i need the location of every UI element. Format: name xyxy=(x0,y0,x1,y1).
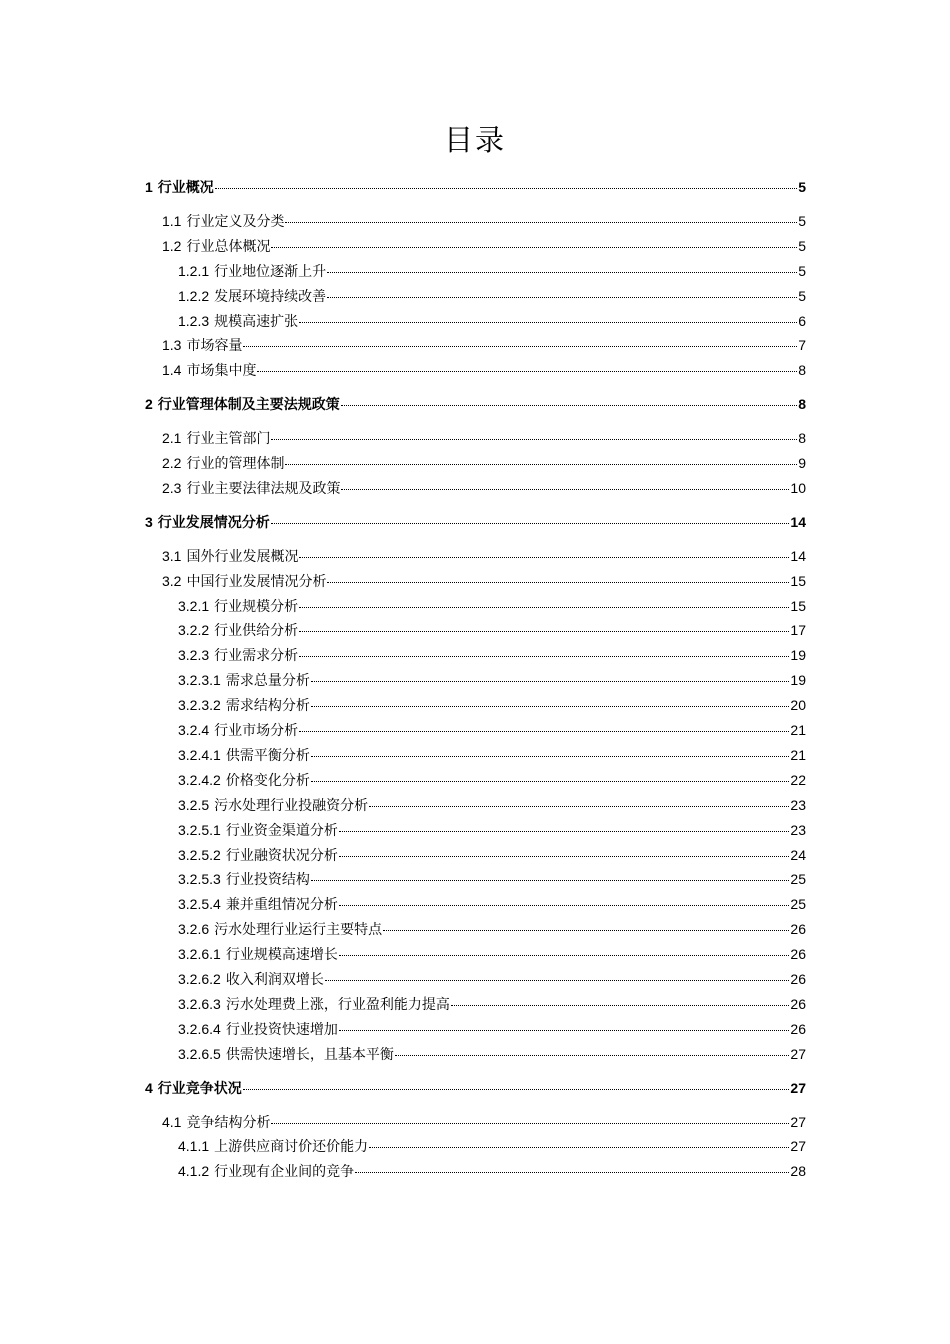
toc-entry-number: 3.2.6.5 xyxy=(178,1045,221,1062)
toc-entry-page: 15 xyxy=(790,597,806,614)
toc-entry-page: 5 xyxy=(798,262,806,279)
toc-entry-title: 规模高速扩张 xyxy=(214,313,299,330)
toc-leader-dots xyxy=(271,523,790,524)
toc-entry[interactable] xyxy=(178,770,806,790)
toc-entry-title: 行业现有企业间的竞争 xyxy=(214,1164,355,1181)
toc-entry-title: 污水处理费上涨，行业盈利能力提高 xyxy=(225,996,450,1013)
toc-leader-dots xyxy=(285,464,797,465)
toc-entry[interactable] xyxy=(178,919,806,939)
toc-entry-number: 3.2.6.4 xyxy=(178,1020,221,1037)
toc-leader-dots xyxy=(299,731,789,732)
toc-leader-dots xyxy=(339,955,790,956)
toc-entry-page: 5 xyxy=(798,212,806,229)
toc-entry[interactable] xyxy=(178,745,806,765)
toc-entry-page: 27 xyxy=(790,1045,806,1062)
toc-entry-page: 5 xyxy=(798,287,806,304)
toc-entry-page: 8 xyxy=(798,362,806,379)
toc-entry-title: 污水处理行业运行主要特点 xyxy=(214,922,383,939)
toc-entry-page: 5 xyxy=(798,237,806,254)
toc-entry-number: 3.2.6.3 xyxy=(178,995,221,1012)
toc-entry-page: 15 xyxy=(790,572,806,589)
toc-entry-title: 竞争结构分析 xyxy=(186,1114,271,1131)
toc-entry-title: 行业规模分析 xyxy=(214,598,299,615)
toc-entry[interactable] xyxy=(178,311,806,331)
toc-entry[interactable] xyxy=(178,1019,806,1039)
toc-entry-number: 3.2.5.4 xyxy=(178,896,221,913)
toc-entry-number: 3.2.5.1 xyxy=(178,821,221,838)
toc-entry-title: 行业竞争状况 xyxy=(157,1080,242,1097)
toc-entry-page: 26 xyxy=(790,946,806,963)
toc-leader-dots xyxy=(215,188,797,189)
toc-entry-page: 14 xyxy=(790,547,806,564)
toc-entry-page: 21 xyxy=(790,746,806,763)
toc-entry-title: 行业规模高速增长 xyxy=(225,947,338,964)
toc-entry-page: 23 xyxy=(790,796,806,813)
toc-entry-page: 23 xyxy=(790,821,806,838)
toc-entry-title: 中国行业发展情况分析 xyxy=(186,573,327,590)
toc-entry-number: 3.2.6 xyxy=(178,921,210,938)
toc-leader-dots xyxy=(327,272,797,273)
toc-entry[interactable] xyxy=(178,795,806,815)
toc-entry[interactable] xyxy=(178,969,806,989)
toc-entry-page: 17 xyxy=(790,622,806,639)
toc-leader-dots xyxy=(325,980,790,981)
toc-entry-number: 3.2.3.2 xyxy=(178,697,221,714)
toc-leader-dots xyxy=(271,1123,789,1124)
toc-entry-page: 25 xyxy=(790,896,806,913)
toc-entry[interactable] xyxy=(178,820,806,840)
toc-entry[interactable] xyxy=(162,571,806,591)
toc-entry-page: 27 xyxy=(790,1138,806,1155)
toc-entry-title: 行业投资结构 xyxy=(225,872,310,889)
toc-entry-page: 26 xyxy=(790,921,806,938)
toc-leader-dots xyxy=(243,1089,790,1090)
toc-entry[interactable] xyxy=(178,261,806,281)
toc-entry[interactable] xyxy=(162,453,806,473)
toc-entry-title: 行业需求分析 xyxy=(214,648,299,665)
toc-entry-title: 行业融资状况分析 xyxy=(225,847,338,864)
toc-entry-title: 行业发展情况分析 xyxy=(157,514,270,531)
toc-entry-number: 3.2.6.1 xyxy=(178,946,221,963)
toc-leader-dots xyxy=(299,557,789,558)
toc-entry-page: 24 xyxy=(790,846,806,863)
toc-entry-page: 26 xyxy=(790,995,806,1012)
toc-entry-title: 市场容量 xyxy=(186,338,243,355)
toc-leader-dots xyxy=(299,656,789,657)
toc-entry-title: 行业市场分析 xyxy=(214,723,299,739)
toc-entry[interactable] xyxy=(162,335,806,355)
toc-entry-number: 2.1 xyxy=(162,430,182,447)
toc-leader-dots xyxy=(311,880,790,881)
toc-entry-number: 3.2 xyxy=(162,572,182,589)
toc-entry-title: 行业地位逐渐上升 xyxy=(214,263,327,280)
toc-entry-number: 3.2.5 xyxy=(178,796,210,813)
toc-entry-title: 需求结构分析 xyxy=(225,698,310,715)
toc-entry-number: 1.1 xyxy=(162,212,182,229)
toc-title: 目录 xyxy=(443,123,506,157)
toc-entry-page: 21 xyxy=(790,722,806,738)
toc-entry-page: 10 xyxy=(790,479,806,496)
toc-entry-title: 上游供应商讨价还价能力 xyxy=(214,1139,369,1156)
toc-entry-page: 8 xyxy=(798,430,806,447)
toc-entry-number: 3.1 xyxy=(162,547,182,564)
toc-entry[interactable] xyxy=(178,1136,806,1156)
toc-entry[interactable] xyxy=(178,894,806,914)
toc-entry[interactable] xyxy=(145,177,806,197)
toc-entry-title: 行业的管理体制 xyxy=(186,456,285,472)
toc-leader-dots xyxy=(243,346,797,347)
toc-entry[interactable] xyxy=(145,512,806,532)
toc-entry-title: 行业主管部门 xyxy=(186,431,271,448)
toc-entry-number: 3.2.4.2 xyxy=(178,771,221,788)
toc-entry-number: 3.2.3 xyxy=(178,647,210,664)
toc-leader-dots xyxy=(355,1172,789,1173)
toc-entry[interactable] xyxy=(162,428,806,448)
toc-entry[interactable] xyxy=(178,869,806,889)
toc-entry-number: 1.4 xyxy=(162,362,182,379)
toc-entry-title: 需求总量分析 xyxy=(225,673,310,690)
toc-leader-dots xyxy=(369,806,789,807)
toc-entry-title: 兼并重组情况分析 xyxy=(225,897,338,914)
toc-entry[interactable] xyxy=(178,720,806,740)
toc-entry-title: 行业主要法律法规及政策 xyxy=(186,480,341,497)
toc-entry[interactable] xyxy=(178,944,806,964)
toc-entry[interactable] xyxy=(162,211,806,231)
toc-leader-dots xyxy=(395,1055,790,1056)
toc-entry-title: 行业概况 xyxy=(157,180,214,196)
toc-entry-page: 26 xyxy=(790,1020,806,1037)
toc-entry-page: 20 xyxy=(790,697,806,714)
toc-entry[interactable] xyxy=(145,394,806,414)
toc-entry-number: 4.1 xyxy=(162,1113,182,1130)
toc-entry-page: 7 xyxy=(798,337,806,354)
toc-entry-title: 价格变化分析 xyxy=(225,772,310,789)
toc-entry-number: 1.3 xyxy=(162,337,182,354)
toc-entry-number: 1.2.1 xyxy=(178,262,210,279)
toc-entry-number: 4.1.2 xyxy=(178,1163,210,1180)
toc-entry-page: 27 xyxy=(790,1079,806,1096)
toc-entry-page: 8 xyxy=(798,396,806,413)
toc-entry[interactable] xyxy=(178,596,806,616)
toc-entry-number: 4 xyxy=(145,1079,153,1096)
toc-entry[interactable] xyxy=(178,1161,806,1181)
toc-leader-dots xyxy=(327,297,797,298)
toc-entry-page: 19 xyxy=(790,647,806,664)
toc-entry-number: 3.2.3.1 xyxy=(178,672,221,689)
toc-entry-page: 9 xyxy=(798,455,806,471)
toc-entry-title: 供需平衡分析 xyxy=(225,747,310,764)
toc-entry-number: 1.2 xyxy=(162,237,182,254)
toc-entry-page: 5 xyxy=(798,179,806,195)
toc-entry-title: 污水处理行业投融资分析 xyxy=(214,797,369,814)
toc-entry-title: 市场集中度 xyxy=(186,363,257,380)
toc-entry-number: 3.2.2 xyxy=(178,622,210,639)
toc-entry-page: 25 xyxy=(790,871,806,888)
toc-entry-number: 3.2.5.2 xyxy=(178,846,221,863)
toc-entry-page: 6 xyxy=(798,312,806,329)
toc-leader-dots xyxy=(299,631,789,632)
toc-entry[interactable] xyxy=(178,695,806,715)
toc-entry-title: 供需快速增长，且基本平衡 xyxy=(225,1046,394,1063)
toc-entry-number: 3.2.6.2 xyxy=(178,971,221,987)
toc-leader-dots xyxy=(341,405,797,406)
toc-entry-number: 3.2.5.3 xyxy=(178,871,221,888)
toc-entry-title: 行业投资快速增加 xyxy=(225,1021,338,1038)
toc-leader-dots xyxy=(311,706,790,707)
toc-entry-number: 1 xyxy=(145,179,153,195)
toc-entry-number: 2 xyxy=(145,396,153,413)
toc-entry[interactable] xyxy=(178,670,806,690)
toc-entry-number: 2.2 xyxy=(162,455,182,471)
toc-leader-dots xyxy=(369,1147,789,1148)
toc-leader-dots xyxy=(311,681,790,682)
toc-leader-dots xyxy=(311,756,790,757)
toc-entry[interactable] xyxy=(178,994,806,1014)
toc-leader-dots xyxy=(257,371,797,372)
toc-entry-title: 行业供给分析 xyxy=(214,623,299,640)
toc-entry-number: 4.1.1 xyxy=(178,1138,210,1155)
toc-entry[interactable] xyxy=(162,360,806,380)
toc-leader-dots xyxy=(285,222,797,223)
toc-entry-title: 行业资金渠道分析 xyxy=(225,822,338,839)
toc-leader-dots xyxy=(339,905,790,906)
toc-entry-number: 1.2.2 xyxy=(178,287,210,304)
toc-leader-dots xyxy=(311,781,790,782)
toc-leader-dots xyxy=(271,247,797,248)
toc-leader-dots xyxy=(299,322,797,323)
toc-entry-number: 1.2.3 xyxy=(178,312,210,329)
toc-entry[interactable] xyxy=(178,1044,806,1064)
toc-entry-title: 行业总体概况 xyxy=(186,238,271,255)
toc-entry-title: 行业定义及分类 xyxy=(186,213,285,230)
toc-leader-dots xyxy=(383,930,789,931)
toc-entry-page: 26 xyxy=(790,971,806,987)
toc-entry-title: 发展环境持续改善 xyxy=(214,288,327,305)
toc-entry-page: 19 xyxy=(790,672,806,689)
toc-entry-page: 27 xyxy=(790,1113,806,1130)
toc-entry[interactable] xyxy=(162,236,806,256)
toc-entry[interactable] xyxy=(162,546,806,566)
toc-entry-number: 3.2.4 xyxy=(178,722,210,738)
toc-entry-number: 3.2.4.1 xyxy=(178,746,221,763)
toc-entry-page: 28 xyxy=(790,1163,806,1180)
toc-leader-dots xyxy=(339,831,790,832)
toc-leader-dots xyxy=(299,607,789,608)
toc-entry-number: 2.3 xyxy=(162,479,182,496)
toc-entry-number: 3.2.1 xyxy=(178,597,210,614)
toc-entry[interactable] xyxy=(145,1078,806,1098)
toc-entry[interactable] xyxy=(162,478,806,498)
toc-leader-dots xyxy=(271,439,797,440)
toc-entry[interactable] xyxy=(178,286,806,306)
toc-entry-title: 收入利润双增长 xyxy=(225,972,324,988)
toc-leader-dots xyxy=(341,489,789,490)
toc-entry[interactable] xyxy=(178,620,806,640)
toc-entry[interactable] xyxy=(178,845,806,865)
toc-entry-page: 22 xyxy=(790,771,806,788)
toc-entry-title: 行业管理体制及主要法规政策 xyxy=(157,397,340,414)
toc-leader-dots xyxy=(327,582,789,583)
toc-leader-dots xyxy=(339,856,790,857)
toc-entry[interactable] xyxy=(178,645,806,665)
toc-entry-title: 国外行业发展概况 xyxy=(186,548,299,565)
toc-entry[interactable] xyxy=(162,1112,806,1132)
toc-leader-dots xyxy=(339,1030,790,1031)
toc-leader-dots xyxy=(451,1005,790,1006)
toc-entry-number: 3 xyxy=(145,513,153,530)
toc-entry-page: 14 xyxy=(790,513,806,530)
